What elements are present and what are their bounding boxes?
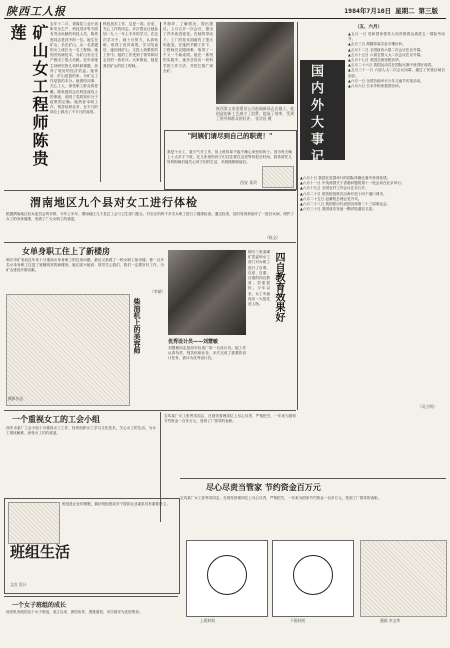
- cartoon-caption: 漫画 李文华: [380, 618, 401, 623]
- weinan-tag: （陈文）: [265, 235, 281, 240]
- dateline: 1984年7月10日 星期二 第三版: [344, 7, 438, 15]
- worker-photo: [216, 22, 294, 104]
- national-event-item: ▲六月一日 全国各地举行少年儿童节庆祝活动。: [348, 78, 424, 83]
- photo-caption: 陕西第五冶金建设公司赵福新同志在施工。他创造的新工艺减少了浪费，提高了效率，受到了领导和群众的好评。 张学昌 摄: [216, 106, 294, 122]
- national-event-item: ▲六月十一日 中英两国关于香港问题的第十一轮会谈在北京举行。: [300, 181, 405, 186]
- national-reporter: （吴立明）: [418, 404, 437, 409]
- bottom-headline: 一个女子班组的成长: [12, 602, 67, 609]
- maker-body: 刘慧敏同志是西安仪表厂的一名设计员。她工作认真负责，刻苦钻研业务，多次完成了重要的设计任务，被评为优秀设计员。: [168, 346, 246, 361]
- section-rule: [4, 596, 178, 597]
- miner-article-continued: 科技战术工作，这是一项。后来，关心工作的同志，多次提议让她参加一九八一年上半年的学习。在这次学习中，她十分努力，认真钻研，取得了优异成绩。学习结束后，她回到矿山，又投入到紧张的工作中。她的工作受到了领导和同志们的一致好评。大家都说，她是我们矿山的好工程师。: [103, 22, 158, 68]
- section-rule: [4, 242, 296, 243]
- national-event-item: ▲六月二十五日 赵紫阳总理会见外宾。: [300, 196, 362, 201]
- miner-article-body: 去年十二月，省煤炭工业厅表彰安全生产、科技进步等方面有突出贡献的科技人员，陈贵莲同志是其中的一位。她生在矿山，长在矿山，从一名普通的女工成长为一名工程师。她刻苦钻研技术，为矿山安全生产做出了很大贡献。近年来她主持研究的几项科研课题，获得了较好的经济效益。她常说：矿山是我的家，为矿山工作是我的本分。她团结同事，关心工人，深受职工群众的爱戴。陈贵莲同志在科技战线上的事迹，说明了党的知识分子政策的正确。她热爱本职工作，刻苦钻研业务，在平凡的岗位上做出了不平凡的成绩。: [50, 22, 98, 115]
- fourth-title: 四自教育效果好: [273, 252, 284, 322]
- weinan-body: 根据渭南地区妇女委员会的安排，今年上半年，渭南地区九个县总工会与卫生部门配合，对全区的四千多名女职工进行了健康检查。通过检查，及时发现和治疗了一批妇女病，保护了女工的身体健康，受到了广大女职工的欢迎。: [6, 212, 294, 222]
- national-event-item: ▲五月十七日 美国总统里根访华。: [348, 58, 403, 63]
- sketch-title: 柴油机上的美容师: [133, 298, 141, 354]
- column-divider: [100, 22, 101, 182]
- factory-photo: [168, 250, 246, 335]
- national-event-item: ▲六月十九日 全国农村工作会议在京召开。: [300, 186, 369, 191]
- national-events-list-continued: [300, 176, 445, 406]
- national-event-item: ▲六月六日 日本外相来我国访问。: [348, 84, 403, 89]
- national-event-item: ▲六月三十日 我国成功发射一颗试验通信卫星。: [300, 207, 376, 212]
- class-sketch: [8, 502, 60, 544]
- sketch-illustration: [6, 294, 130, 406]
- savings-headline: 尽心尽责当管家 节约资金百万元: [206, 483, 321, 492]
- graph-label-1: 上班时间: [200, 618, 216, 623]
- national-event-item: ▲六月二十八日 我国派出代表团出席第二十三届奥运会。: [300, 202, 391, 207]
- national-date-head: （五、六月）: [355, 25, 382, 30]
- dorm-body: 铜川市矿务局近年来十分重视女单身职工的住房问题，最近又新建了一栋女职工宿舍楼，使一百多名女单身职工住进了宽敞明亮的新楼房。她们高兴地说：领导关心我们，我们一定要好好工作，为矿山建设多做贡献。: [6, 258, 164, 273]
- national-events-list: [348, 32, 445, 174]
- national-event-item: ▲五月三日 胡耀邦离京赴平壤访问。: [348, 42, 406, 47]
- cartoon-illustration: [360, 540, 447, 617]
- bottom-body: 西安机务段的这个女子班组，成立以来，团结协作，勇挑重担，多次被评为先进集体。: [6, 610, 143, 614]
- national-events-title: 国内外大事记: [308, 64, 323, 166]
- union-group-body: 西安市某厂工会小组十分重视女工工作，经常组织女工学习文化技术，关心女工的生活，为女工排忧解难，深受女工们的欢迎。: [6, 426, 156, 436]
- national-event-item: ▲六月二十日 国务院批准在沿海开放十四个港口城市。: [300, 191, 387, 196]
- national-event-item: ▲五月一日 党和国家领导人同首都群众欢度五一国际劳动节。: [348, 32, 445, 42]
- newspaper-logo: 陕西工人报: [6, 5, 66, 18]
- poem-sketch: [262, 166, 294, 188]
- clock-graphic-1: [186, 540, 268, 617]
- column-divider: [160, 22, 161, 182]
- class-title: 班组生活: [10, 543, 71, 561]
- weinan-headline: 渭南地区九个县对女工进行体检: [30, 196, 198, 209]
- dorm-headline: 女单身职工住上了新楼房: [22, 247, 110, 256]
- poem-author: 西安 姜玲: [240, 180, 258, 185]
- national-event-item: ▲六月十日 我国在英国举行的国际体操比赛中获得佳绩。: [300, 176, 391, 180]
- national-event-item: ▲五月十五日 六届全国人大二次会议在京开幕。: [348, 52, 424, 57]
- national-event-item: ▲五月三十一日 六届人大二次会议闭幕，通过了民族区域自治法。: [348, 68, 445, 78]
- fourth-body: 铜川三里洞煤矿党委和女工部门对女职工进行了自尊、自爱、自重、自强的四自教育，效果很好。今年以来，女工中涌现出一大批先进人物。: [248, 250, 270, 307]
- sketch-caption: 摄影作品: [8, 396, 24, 401]
- column-divider: [297, 22, 298, 410]
- class-body: 班组是企业的细胞，搞好班组建设对于提高企业素质具有重要意义。: [62, 502, 170, 506]
- national-event-item: ▲五月二十六日 我国运动员在国际比赛中获得好成绩。: [348, 63, 435, 68]
- national-event-item: ▲五月十二日 全国政协六届二次会议在京开幕。: [348, 47, 424, 52]
- maker-title: 优秀设计员——刘慧敏: [168, 339, 219, 345]
- graph-label-2: 下班时间: [290, 618, 306, 623]
- section-rule: [4, 190, 296, 191]
- section-rule: [4, 410, 296, 411]
- savings-body: 宝鸡某厂女工张秀英同志，在财务管理岗位上尽心尽责，严格把关，一年来为国家节约资金一百多万元，受到了厂领导的表彰。: [180, 496, 382, 500]
- poem-body: 我是个女工，看天气开工作，但上班时却不能不操心家里的孩子。因为每天晚上十点多才下班，托儿所里的孩子们往往要在这里等待很长时间。我希望托儿所的阿姨们能关心孩子们的生活，多照顾照顾他们。: [167, 150, 292, 165]
- poem-title: "阿姨们请尽到自己的职责！": [187, 132, 273, 140]
- union-group-headline: 一个重视女工的工会小组: [12, 415, 100, 424]
- section-rule: [180, 478, 446, 479]
- miner-article-col3: 并指导，了解情况，提出建议。上月召开一次会议，提出了许多改进意见。在她的带动下，工厂的技术面貌有了很大的改变。在她的辛勤工作下，工程师们克服困难，取得了一个又一个新成绩。她在一系列的实践中，逐步总结出一套科学的工作方法，并把它推广到全矿。: [163, 22, 213, 73]
- class-author: 文宣 设计: [10, 582, 27, 587]
- masthead-rule: [4, 18, 446, 19]
- miner-article-title: 矿山女工程师陈贵莲: [8, 24, 49, 168]
- dorm-tag: （李斌）: [150, 289, 166, 294]
- union-group-continued: 宝鸡某厂女工张秀英同志，在财务管理岗位上尽心尽责，严格把关，一年来为国家节约资金一百多万元，受到了厂领导的表彰。: [164, 414, 296, 424]
- clock-graphic-2: [272, 540, 354, 617]
